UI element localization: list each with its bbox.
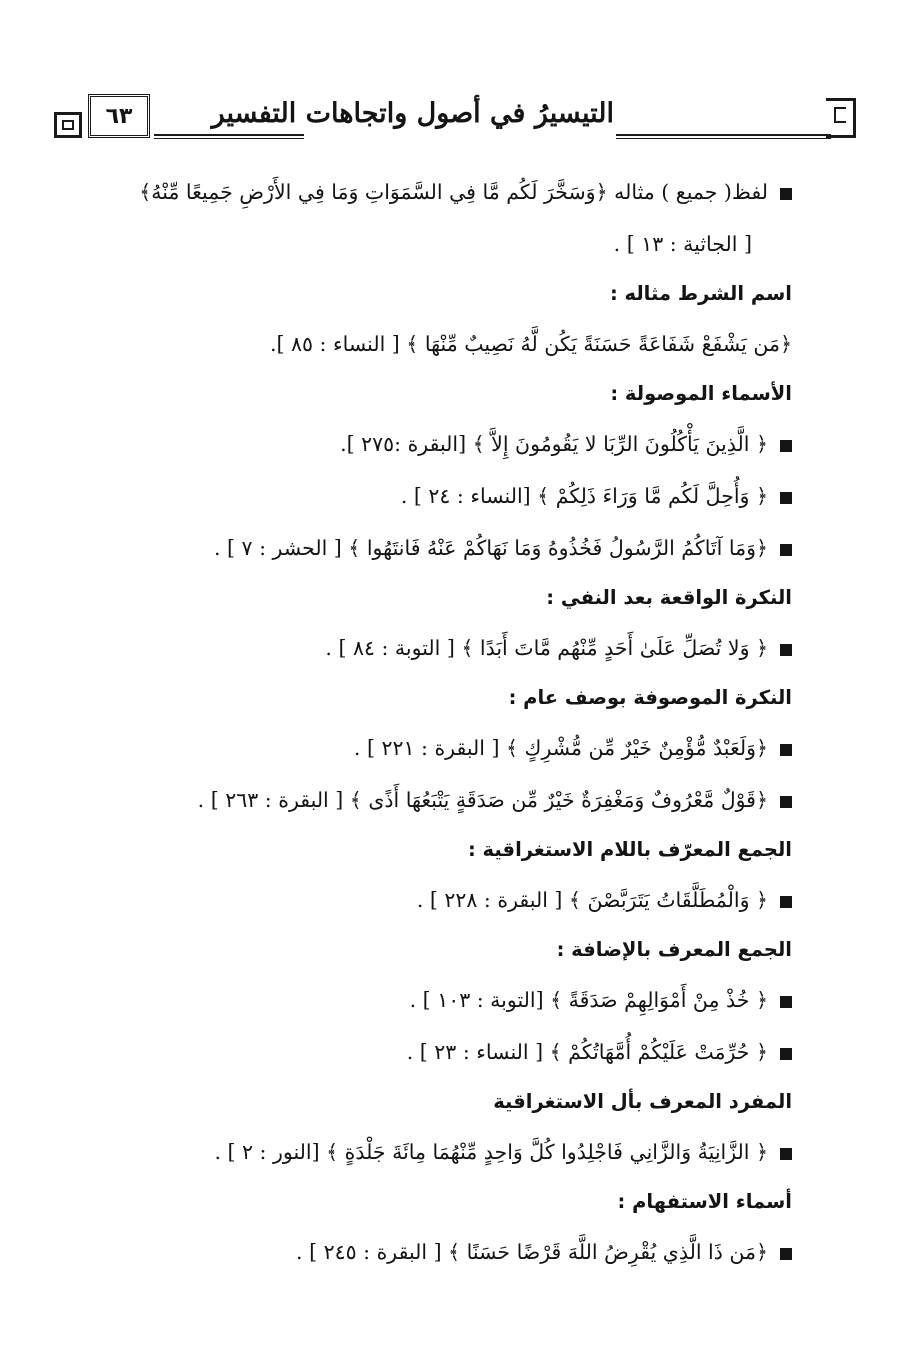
line-text: النكرة الواقعة بعد النفي :	[546, 586, 792, 609]
bullet-item	[100, 1026, 792, 1078]
line-text: ﴿ وَالْمُطَلَّقَاتُ يَتَرَبَّصْنَ ﴾ [ البقرة : ٢٢٨ ] .	[416, 888, 768, 912]
bullet-item	[100, 774, 792, 826]
line-text: المفرد المعرف بأل الاستغراقية	[493, 1090, 792, 1113]
line-text: لفظ( جميع ) مثاله ﴿وَسَخَّرَ لَكُم مَّا فِي السَّمَوَاتِ وَمَا فِي الأَرْضِ جَمِيعًا مِّنْهُ﴾	[139, 180, 768, 204]
square-bullet-icon	[780, 744, 792, 756]
line-text: [ الجاثية : ١٣ ] .	[613, 232, 752, 256]
section-heading	[100, 926, 792, 974]
section-heading	[100, 1078, 792, 1126]
line-text: النكرة الموصوفة بوصف عام :	[508, 686, 792, 709]
square-bullet-icon	[780, 896, 792, 908]
section-heading	[100, 370, 792, 418]
frame-ornament-right	[826, 98, 856, 138]
bullet-item	[100, 522, 792, 574]
header-rule-right	[616, 134, 831, 139]
line-text: ﴿ وَأُحِلَّ لَكُم مَّا وَرَاءَ ذَلِكُمْ ﴾ [النساء : ٢٤ ] .	[400, 484, 768, 508]
square-bullet-icon	[780, 188, 792, 200]
line-text: ﴿ خُذْ مِنْ أَمْوَالِهِمْ صَدَقَةً ﴾ [التوبة : ١٠٣ ] .	[409, 988, 768, 1012]
bullet-item	[100, 166, 792, 218]
line-text: ﴿وَمَا آتَاكُمُ الرَّسُولُ فَخُذُوهُ وَمَا نَهَاكُمْ عَنْهُ فَانتَهُوا ﴾ [ الحشر : ٧ ] .	[214, 536, 768, 560]
square-bullet-icon	[780, 1248, 792, 1260]
square-bullet-icon	[780, 996, 792, 1008]
line-text: ﴿مَن ذَا الَّذِي يُقْرِضُ اللَّهَ قَرْضًا حَسَنًا ﴾ [ البقرة : ٢٤٥ ] .	[296, 1240, 768, 1264]
square-bullet-icon	[780, 796, 792, 808]
line-text: أسماء الاستفهام :	[617, 1190, 792, 1213]
page-number: ٦٣	[88, 94, 150, 138]
line-text: الجمع المعرّف باللام الاستغراقية :	[467, 838, 792, 861]
section-heading	[100, 574, 792, 622]
line-text: اسم الشرط مثاله :	[609, 282, 792, 305]
frame-ornament-left	[54, 112, 82, 138]
square-bullet-icon	[780, 492, 792, 504]
bullet-item	[100, 418, 792, 470]
square-bullet-icon	[780, 644, 792, 656]
square-bullet-icon	[780, 1148, 792, 1160]
bullet-item	[100, 874, 792, 926]
line-text: ﴿قَوْلٌ مَّعْرُوفٌ وَمَغْفِرَةٌ خَيْرٌ مِّن صَدَقَةٍ يَتْبَعُهَا أَذًى ﴾ [ البقرة : ٢٦٣ ] .	[197, 788, 768, 812]
bullet-item	[100, 622, 792, 674]
bullet-item	[100, 470, 792, 522]
line-text: ﴿وَلَعَبْدٌ مُّؤْمِنٌ خَيْرٌ مِّن مُّشْرِكٍ ﴾ [ البقرة : ٢٢١ ] .	[353, 736, 768, 760]
verse-line	[100, 218, 792, 270]
line-text: ﴿مَن يَشْفَعْ شَفَاعَةً حَسَنَةً يَكُن لَّهُ نَصِيبٌ مِّنْهَا ﴾ [ النساء : ٨٥ ].	[269, 332, 792, 356]
square-bullet-icon	[780, 544, 792, 556]
section-heading	[100, 826, 792, 874]
section-heading	[100, 674, 792, 722]
bullet-item	[100, 974, 792, 1026]
square-bullet-icon	[780, 1048, 792, 1060]
header-rule-left	[154, 134, 304, 139]
line-text: ﴿ الزَّانِيَةُ وَالزَّانِي فَاجْلِدُوا كُلَّ وَاحِدٍ مِّنْهُمَا مِائَةَ جَلْدَةٍ ﴾ [النور : ٢ ] .	[214, 1140, 768, 1164]
section-heading	[100, 270, 792, 318]
verse-line	[100, 318, 792, 370]
bullet-item	[100, 1126, 792, 1178]
page-body	[100, 166, 792, 1278]
line-text: ﴿ حُرِّمَتْ عَلَيْكُمْ أُمَّهَاتُكُمْ ﴾ [ النساء : ٢٣ ] .	[406, 1040, 768, 1064]
line-text: الأسماء الموصولة :	[610, 382, 792, 405]
line-text: ﴿ الَّذِينَ يَأْكُلُونَ الرِّبَا لا يَقُومُونَ إِلاَّ ﴾ [البقرة :٢٧٥ ].	[340, 432, 768, 456]
square-bullet-icon	[780, 440, 792, 452]
bullet-item	[100, 722, 792, 774]
line-text: ﴿ وَلا تُصَلِّ عَلَىٰ أَحَدٍ مِّنْهُم مَّاتَ أَبَدًا ﴾ [ التوبة : ٨٤ ] .	[325, 636, 768, 660]
section-heading	[100, 1178, 792, 1226]
page-header	[54, 94, 860, 146]
line-text: الجمع المعرف بالإضافة :	[556, 938, 792, 961]
running-title: التيسيرُ في أصول واتجاهات التفسير	[211, 98, 614, 129]
bullet-item	[100, 1226, 792, 1278]
